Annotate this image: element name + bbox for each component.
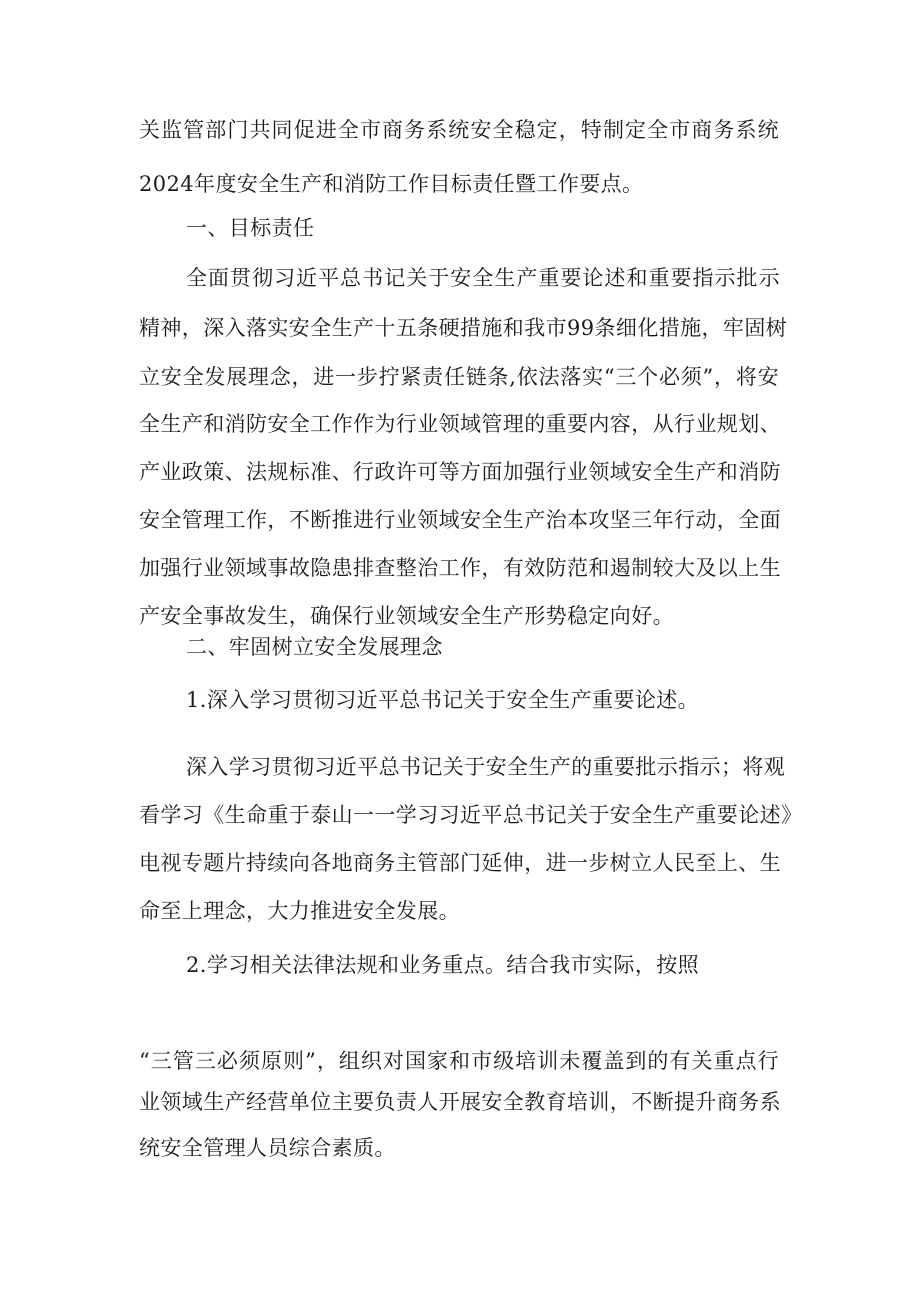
text-line: 全生产和消防安全工作作为行业领域管理的重要内容，从行业规划、 <box>139 412 781 436</box>
text-line: 产业政策、法规标准、行政许可等方面加强行业领域安全生产和消防 <box>139 460 781 484</box>
text-line: 安全管理工作，不断推进行业领域安全生产治本攻坚三年行动，全面 <box>139 508 781 532</box>
text-line: 加强行业领域事故隐患排查整治工作，有效防范和遏制较大及以上生 <box>139 556 781 580</box>
text-line: 业领域生产经营单位主要负责人开展安全教育培训，不断提升商务系 <box>139 1090 781 1114</box>
text-line: 全面贯彻习近平总书记关于安全生产重要论述和重要指示批示 <box>186 266 780 290</box>
text-line: 关监管部门共同促进全市商务系统安全稳定，特制定全市商务系统 <box>139 118 779 142</box>
text-line: 精神，深入落实安全生产十五条硬措施和我市99条细化措施，牢固树 <box>139 316 788 340</box>
subsection-heading: 1.深入学习贯彻习近平总书记关于安全生产重要论述。 <box>186 688 700 712</box>
text-line: 产安全事故发生，确保行业领域安全生产形势稳定向好。 <box>139 604 674 628</box>
text-line: 2024年度安全生产和消防工作目标责任暨工作要点。 <box>139 172 644 196</box>
subsection-heading: 2.学习相关法律法规和业务重点。结合我市实际，按照 <box>186 953 700 977</box>
text-line: 电视专题片持续向各地商务主管部门延伸，进一步树立人民至上、生 <box>139 851 781 875</box>
section-heading: 二、牢固树立安全发展理念 <box>186 635 443 659</box>
section-heading: 一、目标责任 <box>186 216 315 240</box>
text-line: 统安全管理人员综合素质。 <box>139 1136 396 1160</box>
text-line: 看学习《生命重于泰山一一学习习近平总书记关于安全生产重要论述》 <box>139 803 803 827</box>
text-line: “三管三必须原则”，组织对国家和市级培训未覆盖到的有关重点行 <box>139 1049 779 1073</box>
text-line: 立安全发展理念，进一步拧紧责任链条,依法落实“三个必须”，将安 <box>139 365 779 389</box>
text-line: 深入学习贯彻习近平总书记关于安全生产的重要批示指示；将观 <box>186 755 786 779</box>
text-line: 命至上理念，大力推进安全发展。 <box>139 899 460 923</box>
